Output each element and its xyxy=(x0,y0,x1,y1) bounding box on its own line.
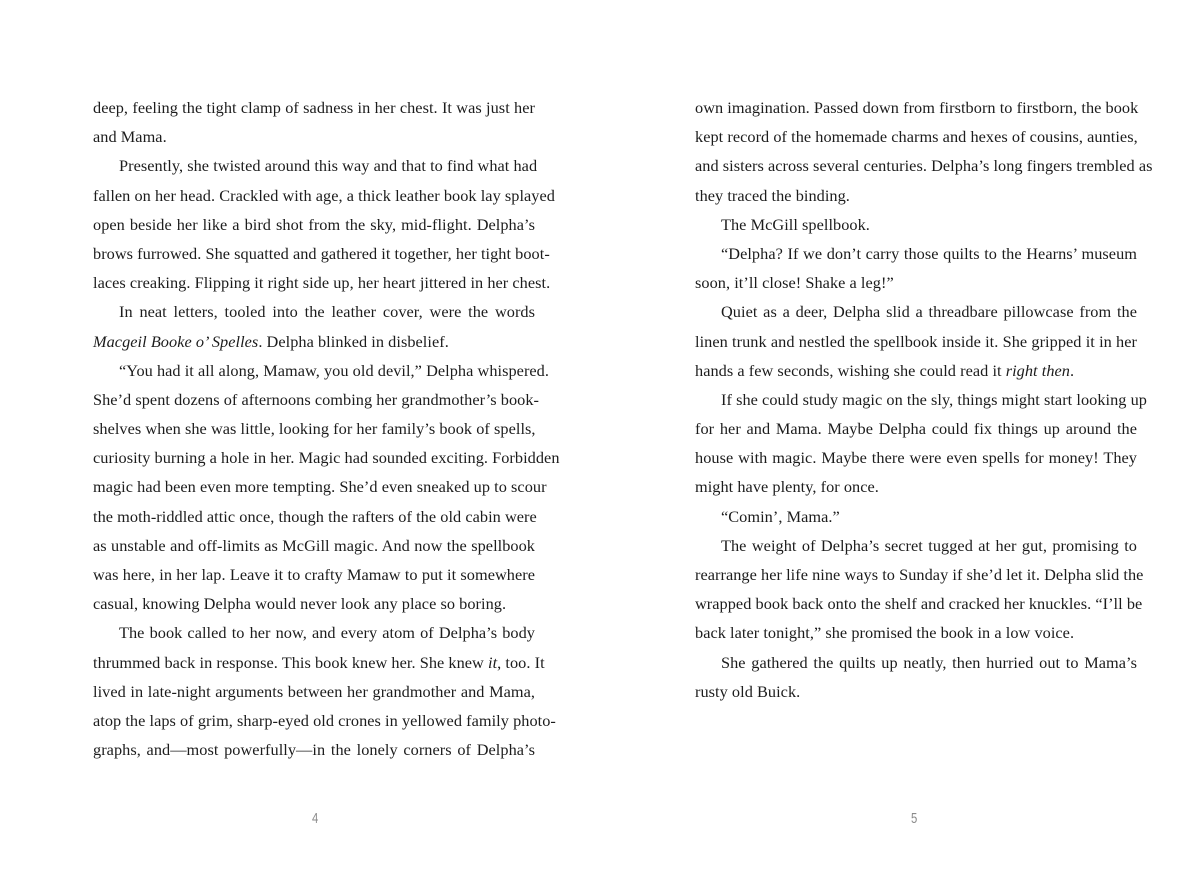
text-line xyxy=(93,443,560,472)
text-line xyxy=(695,648,1137,677)
text-segment: “You had it all along, Mamaw, you old devil,” Delpha whispered. xyxy=(119,360,549,380)
text-line xyxy=(695,93,1137,122)
right-page-text xyxy=(695,93,1153,706)
text-segment: hands a few seconds, wishing she could read it xyxy=(695,360,1006,380)
text-segment: She gathered the quilts up neatly, then hurried out to Mama’s xyxy=(721,652,1137,672)
text-line xyxy=(93,735,535,764)
text-segment: “Comin’, Mama.” xyxy=(721,506,840,526)
text-segment: kept record of the homemade charms and hexes of cousins, aunties, xyxy=(695,127,1138,147)
text-segment: The McGill spellbook. xyxy=(721,214,870,234)
text-line xyxy=(93,472,547,501)
text-segment: soon, it’ll close! Shake a leg!” xyxy=(695,273,894,293)
text-line xyxy=(93,706,556,735)
text-line xyxy=(93,181,555,210)
text-segment: rusty old Buick. xyxy=(695,681,801,701)
text-segment: casual, knowing Delpha would never look any place so boring. xyxy=(93,594,507,614)
text-line xyxy=(93,93,535,122)
text-line xyxy=(93,560,535,589)
text-line xyxy=(93,151,538,180)
text-line xyxy=(93,327,535,356)
text-line xyxy=(695,502,1137,531)
text-segment: thrummed back in response. This book knew her. She knew xyxy=(93,652,488,672)
text-segment: , too. It xyxy=(497,652,545,672)
text-line xyxy=(695,297,1137,326)
text-line xyxy=(695,443,1137,472)
text-segment: curiosity burning a hole in her. Magic had sounded exciting. Forbidden xyxy=(93,448,560,468)
text-segment: laces creaking. Flipping it right side up, her heart jittered in her chest. xyxy=(93,273,551,293)
text-segment: and sisters across several centuries. Delpha’s long fingers trembled as xyxy=(695,156,1153,176)
text-segment: linen trunk and nestled the spellbook inside it. She gripped it in her xyxy=(695,331,1137,351)
text-segment: . xyxy=(1069,360,1075,380)
text-segment: shelves when she was little, looking for her family’s book of spells, xyxy=(93,419,536,439)
page-number-right: 5 xyxy=(911,810,918,827)
text-segment: deep, feeling the tight clamp of sadness in her chest. It was just her xyxy=(93,98,535,117)
text-line xyxy=(695,181,1137,210)
text-line xyxy=(93,618,535,647)
text-segment: back later tonight,” she promised the book in a low voice. xyxy=(695,623,1075,643)
italic-text: it xyxy=(488,652,498,672)
italic-text: right then xyxy=(1005,360,1070,380)
text-segment: atop the laps of grim, sharp-eyed old crones in yellowed family photo- xyxy=(93,710,556,730)
text-segment: She’d spent dozens of afternoons combing her grandmother’s book- xyxy=(93,389,540,409)
text-segment: rearrange her life nine ways to Sunday if she’d let it. Delpha slid the xyxy=(695,565,1144,584)
text-segment: magic had been even more tempting. She’d even sneaked up to scour xyxy=(93,477,547,497)
text-line xyxy=(93,268,551,297)
text-segment: The weight of Delpha’s secret tugged at her gut, promising to xyxy=(721,535,1137,555)
text-line xyxy=(695,327,1137,356)
text-segment: wrapped book back onto the shelf and cracked her knuckles. “I’ll be xyxy=(695,594,1143,614)
text-segment: The book called to her now, and every atom of Delpha’s body xyxy=(119,623,535,643)
text-segment: brows furrowed. She squatted and gathered it together, her tight boot- xyxy=(93,243,550,263)
text-segment: was here, in her lap. Leave it to crafty Mamaw to put it somewhere xyxy=(93,565,535,584)
text-line xyxy=(93,356,549,385)
text-segment: as unstable and off-limits as McGill magic. And now the spellbook xyxy=(93,535,535,555)
text-line xyxy=(695,531,1137,560)
text-line xyxy=(695,151,1153,180)
text-line xyxy=(93,414,535,443)
text-segment: graphs, and—most powerfully—in the lonely corners of Delpha’s xyxy=(93,740,535,760)
text-line xyxy=(695,385,1147,414)
text-segment: Presently, she twisted around this way and that to find what had xyxy=(119,156,538,176)
text-segment: . Delpha blinked in disbelief. xyxy=(258,331,449,351)
text-line xyxy=(695,677,1137,706)
text-segment: If she could study magic on the sly, things might start looking up xyxy=(721,389,1147,409)
text-segment: open beside her like a bird shot from the sky, mid-flight. Delpha’s xyxy=(93,214,535,234)
page-number-left: 4 xyxy=(312,810,319,827)
text-segment: lived in late-night arguments between her grandmother and Mama, xyxy=(93,681,535,701)
text-segment: Quiet as a deer, Delpha slid a threadbare pillowcase from the xyxy=(721,302,1137,322)
text-line xyxy=(93,210,535,239)
text-line xyxy=(695,472,1137,501)
text-segment: they traced the binding. xyxy=(695,185,850,205)
text-line xyxy=(93,385,540,414)
italic-text: Macgeil Booke o’ Spelles xyxy=(93,331,259,351)
text-line xyxy=(695,122,1137,151)
text-segment: for her and Mama. Maybe Delpha could fix things up around the xyxy=(695,419,1137,439)
text-line xyxy=(695,268,1137,297)
text-segment: own imagination. Passed down from firstborn to firstborn, the book xyxy=(695,98,1139,117)
text-line xyxy=(695,589,1143,618)
text-line xyxy=(93,239,550,268)
text-segment: “Delpha? If we don’t carry those quilts to the Hearns’ museum xyxy=(721,243,1137,263)
text-line xyxy=(695,560,1144,589)
text-line xyxy=(93,589,535,618)
text-line xyxy=(93,531,535,560)
text-line xyxy=(695,356,1137,385)
text-line xyxy=(93,677,535,706)
text-line xyxy=(93,297,535,326)
text-segment: In neat letters, tooled into the leather cover, were the words xyxy=(119,302,535,322)
text-segment: might have plenty, for once. xyxy=(695,477,879,497)
text-segment: the moth-riddled attic once, though the rafters of the old cabin were xyxy=(93,506,537,526)
text-line xyxy=(93,502,535,531)
text-line xyxy=(695,618,1137,647)
text-line xyxy=(695,210,1137,239)
text-line xyxy=(695,239,1137,268)
text-line xyxy=(93,648,545,677)
text-segment: and Mama. xyxy=(93,127,167,147)
text-line xyxy=(93,122,535,151)
text-segment: fallen on her head. Crackled with age, a thick leather book lay splayed xyxy=(93,185,555,205)
left-page-text xyxy=(93,93,560,764)
text-segment: house with magic. Maybe there were even spells for money! They xyxy=(695,448,1137,468)
text-line xyxy=(695,414,1137,443)
